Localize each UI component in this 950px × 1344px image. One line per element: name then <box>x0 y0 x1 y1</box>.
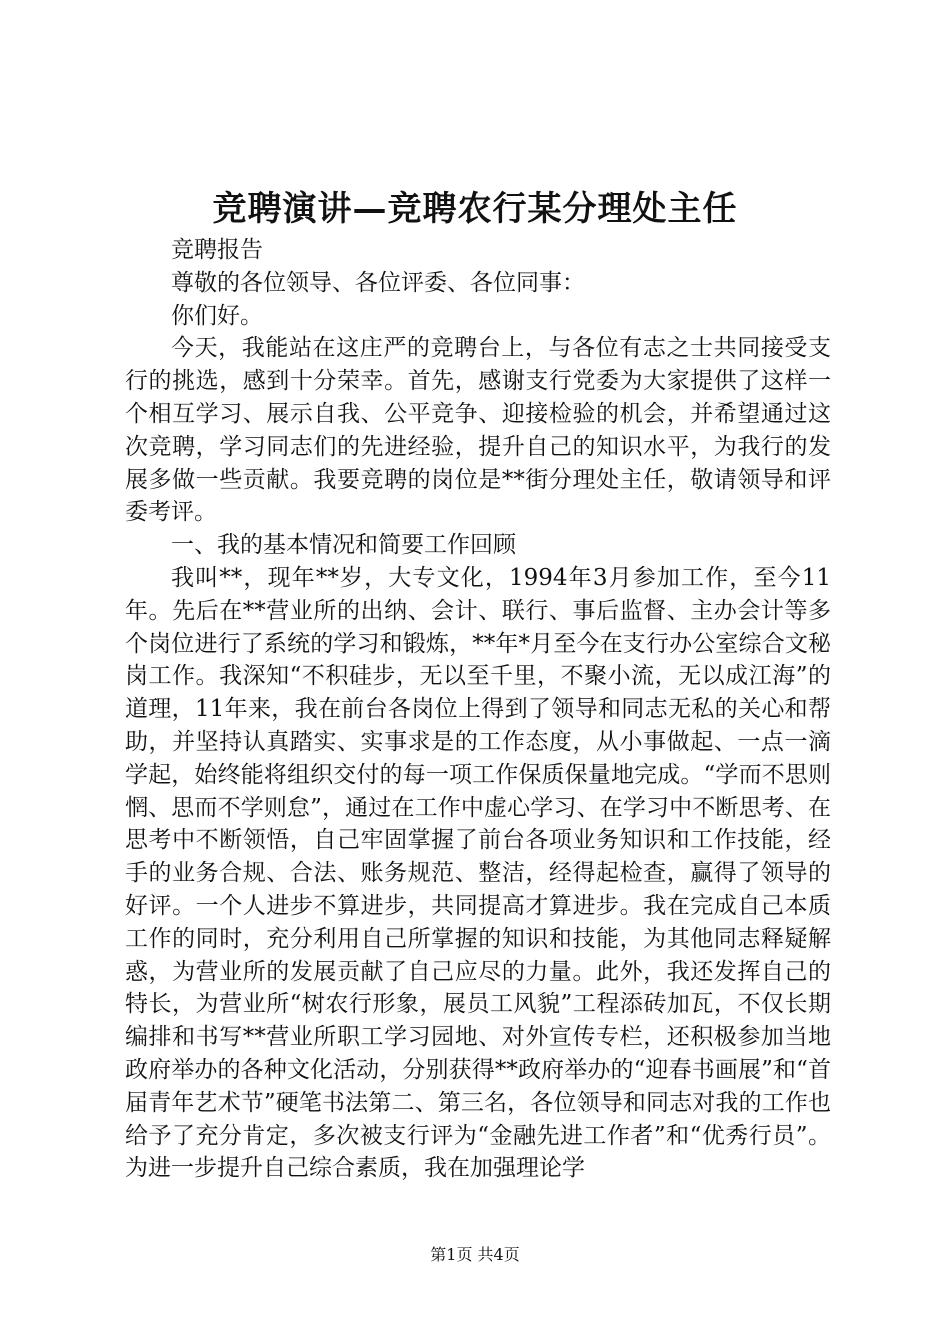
document-title: 竞聘演讲—竞聘农行某分理处主任 <box>212 189 738 229</box>
paragraph-work-review: 我叫**，现年**岁，大专文化，1994年3月参加工作，至今11年。先后在**营业所的出纳、会计、联行、事后监督、主办会计等多个岗位进行了系统的学习和锻炼，**年*月至今在支行办公室综合文秘岗工作。我深知“不积硅步，无以至千里，不聚小流，无以成江海”的道理，11年来，我在前台各岗位上得到了领导和同志无私的关心和帮助，并坚持认真踏实、实事求是的工作态度，从小事做起、一点一滴学起，始终能将组织交付的每一项工作保质保量地完成。“学而不思则惘、思而不学则怠”，通过在工作中虚心学习、在学习中不断思考、在思考中不断领悟，自己牢固掌握了前台各项业务知识和工作技能，经手的业务合规、合法、账务规范、整洁，经得起检查，赢得了领导的好评。一个人进步不算进步，共同提高才算进步。我在完成自己本质工作的同时，充分利用自己所掌握的知识和技能，为其他同志释疑解惑，为营业所的发展贡献了自己应尽的力量。此外，我还发挥自己的特长，为营业所“树农行形象，展员工风貌”工程添砖加瓦，不仅长期编排和书写**营业所职工学习园地、对外宣传专栏，还积极参加当地政府举办的各种文化活动，分别获得**政府举办的“迎春书画展”和“首届青年艺术节”硬笔书法第二、第三名，各位领导和同志对我的工作也给予了充分肯定，多次被支行评为“金融先进工作者”和“优秀行员”。为进一步提升自己综合素质，我在加强理论学 <box>125 564 831 1182</box>
paragraph-report-heading: 竞聘报告 <box>171 237 263 263</box>
document-body <box>125 234 831 1185</box>
page-footer: 第1页 共4页 <box>430 1245 520 1264</box>
paragraph-introduction: 今天，我能站在这庄严的竞聘台上，与各位有志之士共同接受支行的挑选，感到十分荣幸。首先，感谢支行党委为大家提供了这样一个相互学习、展示自我、公平竞争、迎接检验的机会，并希望通过这次竞聘，学习同志们的先进经验，提升自己的知识水平，为我行的发展多做一些贡献。我要竞聘的岗位是**街分理处主任，敬请领导和评委考评。 <box>125 335 831 526</box>
paragraph-greeting: 你们好。 <box>171 302 263 329</box>
paragraph-salutation: 尊敬的各位领导、各位评委、各位同事： <box>171 269 585 296</box>
section-heading-basic-info: 一、我的基本情况和简要工作回顾 <box>171 532 516 559</box>
